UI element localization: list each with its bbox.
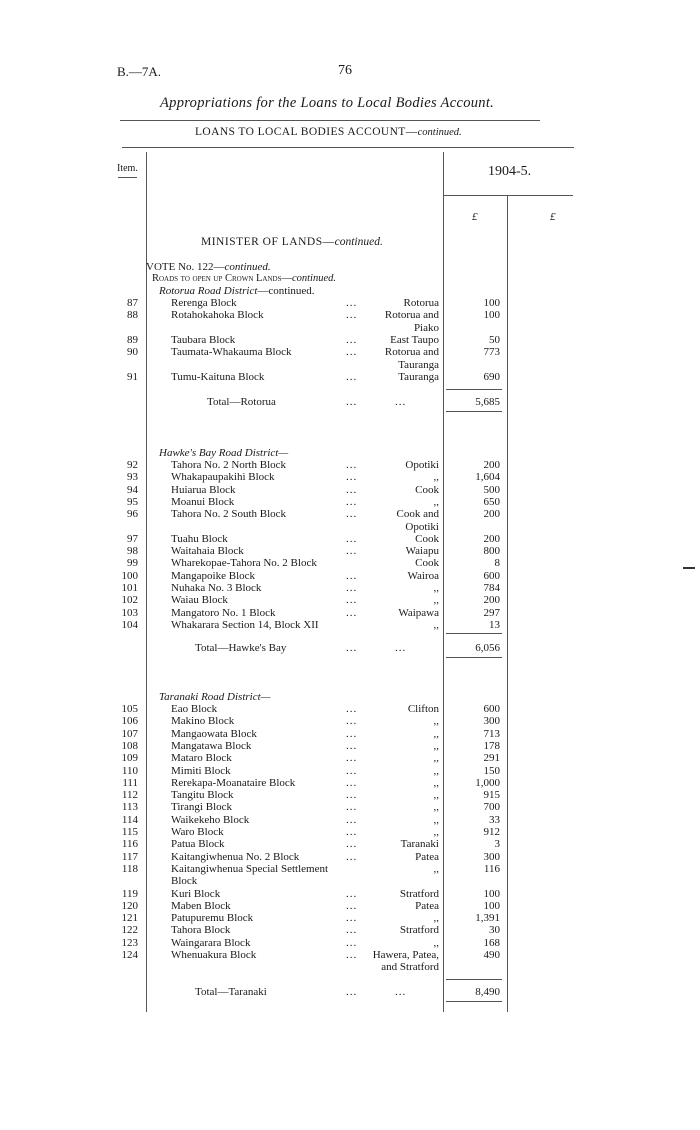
hawkes-total-leader-2: ... [395, 642, 407, 654]
item-number: 116 [121, 838, 138, 851]
item-column-header: Item. [117, 163, 138, 174]
leader-dots: ... [346, 801, 358, 814]
block-name-continued: Block [171, 875, 198, 888]
amount: 200 [483, 508, 500, 521]
amount: 690 [483, 370, 500, 383]
block-name: Moanui Block [171, 495, 235, 508]
district-name: ,, [433, 495, 439, 508]
item-number: 120 [121, 899, 138, 912]
leader-dots: ... [346, 936, 358, 949]
amount: 291 [483, 752, 500, 765]
item-number: 93 [127, 471, 138, 484]
hawkes-bay-district-heading: Hawke's Bay Road District— [159, 447, 289, 459]
item-number: 95 [127, 495, 138, 508]
item-number: 113 [121, 801, 138, 814]
vote-heading [146, 261, 271, 273]
amount: 600 [483, 569, 500, 582]
amount: 200 [483, 594, 500, 607]
item-number: 97 [127, 532, 138, 545]
block-name: Taubara Block [171, 333, 236, 346]
item-number: 105 [121, 703, 138, 715]
block-name: Patupuremu Block [171, 912, 254, 925]
amount: 100 [483, 309, 500, 322]
leader-dots: ... [346, 459, 358, 471]
block-name: Rerekapa-Moanataire Block [171, 776, 296, 789]
year-column-header: 1904-5. [488, 164, 532, 179]
pound-column-rule [507, 195, 508, 1012]
taranaki-total-label: Total—Taranaki [195, 986, 267, 998]
district-name: Wairoa [407, 569, 439, 582]
taranaki-total-leader-2: ... [395, 986, 407, 998]
amount: 1,391 [475, 912, 500, 925]
district-name: Stratford [399, 887, 439, 900]
district-name: ,, [433, 936, 439, 949]
hawkes-bay-rows [114, 459, 504, 629]
block-name: Tangitu Block [171, 789, 234, 802]
leader-dots: ... [346, 912, 358, 925]
amount: 100 [483, 297, 500, 309]
block-name: Kuri Block [171, 887, 221, 900]
item-number: 114 [121, 813, 138, 826]
district-name: Clifton [407, 703, 439, 715]
district-name: ,, [433, 789, 439, 802]
vote-continued: continued. [224, 261, 271, 273]
document-reference: B.—7A. [117, 64, 162, 79]
amount: 150 [483, 764, 500, 777]
leader-dots: ... [346, 776, 358, 789]
item-number: 110 [121, 764, 138, 777]
leader-dots: ... [346, 764, 358, 777]
block-name: Wharekopae-Tahora No. 2 Block [171, 557, 317, 570]
leader-dots: ... [346, 346, 358, 359]
leader-dots: ... [346, 739, 358, 752]
district-name: Patea [415, 850, 439, 863]
leader-dots: ... [346, 545, 358, 558]
item-number: 121 [121, 912, 138, 925]
hawkes-total-bottom-rule [446, 657, 502, 658]
leader-dots: ... [346, 483, 358, 496]
amount: 650 [483, 495, 500, 508]
pound-header-2: £ [550, 211, 556, 223]
block-name: Rerenga Block [171, 297, 237, 309]
amount: 915 [483, 789, 500, 802]
block-name: Mangatoro No. 1 Block [171, 606, 276, 619]
amount: 3 [494, 838, 500, 851]
minister-heading-text: MINISTER OF LANDS— [201, 236, 335, 248]
account-heading-text: LOANS TO LOCAL BODIES ACCOUNT— [195, 126, 418, 138]
taranaki-total-leader-1: ... [346, 986, 358, 998]
district-name: ,, [433, 826, 439, 838]
leader-dots: ... [346, 297, 358, 309]
block-name: Waingarara Block [171, 936, 251, 949]
block-name: Mimiti Block [171, 764, 231, 777]
amount: 178 [483, 739, 500, 752]
block-name: Mataro Block [171, 752, 232, 765]
leader-dots: ... [346, 789, 358, 802]
leader-dots: ... [346, 495, 358, 508]
amount: 1,604 [475, 471, 500, 484]
taranaki-district-heading: Taranaki Road District— [159, 691, 271, 703]
block-name: Tahora No. 2 North Block [171, 459, 287, 471]
district-name: Taranaki [400, 838, 439, 851]
amount: 700 [483, 801, 500, 814]
amount: 600 [483, 703, 500, 715]
rotorua-heading-text: Rotorua Road District [159, 285, 258, 297]
district-name: Stratford [399, 924, 439, 937]
block-name: Maben Block [171, 899, 231, 912]
item-number: 104 [121, 618, 138, 631]
rotorua-total-amount: 5,685 [475, 396, 500, 408]
district-name: Waiapu [405, 545, 439, 558]
pound-header-1: £ [472, 211, 478, 223]
vote-heading-text: VOTE No. 122— [146, 261, 225, 273]
block-name: Waikekeho Block [171, 813, 250, 826]
block-name: Eao Block [171, 703, 218, 715]
page-title: Appropriations for the Loans to Local Bodies Account. [160, 95, 495, 111]
rotorua-district-heading [159, 285, 315, 297]
item-number: 123 [121, 936, 138, 949]
block-name: Mangapoike Block [171, 569, 256, 582]
leader-dots: ... [346, 715, 358, 728]
district-name: Rotorua and [384, 309, 439, 322]
leader-dots: ... [346, 727, 358, 740]
leader-dots: ... [346, 899, 358, 912]
leader-dots: ... [346, 838, 358, 851]
leader-dots: ... [346, 606, 358, 619]
district-name: Cook [415, 532, 439, 545]
block-name: Tahora Block [171, 924, 231, 937]
district-name: East Taupo [390, 333, 439, 346]
item-number: 111 [122, 776, 138, 789]
account-heading [195, 126, 462, 138]
item-number: 89 [127, 333, 138, 346]
amount: 33 [489, 813, 500, 826]
item-number: 101 [121, 582, 138, 594]
taranaki-total-bottom-rule [446, 1001, 502, 1002]
block-name: Whenuakura Block [171, 949, 257, 961]
amount: 100 [483, 899, 500, 912]
leader-dots: ... [346, 582, 358, 594]
leader-dots: ... [346, 471, 358, 484]
district-name: Rotorua [403, 297, 439, 309]
block-name: Waro Block [171, 826, 224, 838]
leader-dots: ... [346, 887, 358, 900]
block-name: Makino Block [171, 715, 235, 728]
item-number: 91 [127, 370, 138, 383]
leader-dots: ... [346, 850, 358, 863]
district-name: Cook and [396, 508, 439, 521]
amount: 912 [483, 826, 500, 838]
district-name-continued: Tauranga [398, 358, 439, 371]
amount: 200 [483, 459, 500, 471]
district-name: Opotiki [405, 459, 439, 471]
district-name: ,, [433, 582, 439, 594]
hawkes-total-label: Total—Hawke's Bay [195, 642, 287, 654]
item-number: 94 [127, 483, 138, 496]
amount: 1,000 [475, 776, 500, 789]
block-name: Waiau Block [171, 594, 228, 607]
minister-heading [201, 236, 383, 248]
amount: 116 [483, 862, 500, 875]
minister-continued: continued. [334, 236, 383, 248]
amount: 800 [483, 545, 500, 558]
roads-heading [152, 273, 336, 284]
item-number: 102 [121, 594, 138, 607]
leader-dots: ... [346, 532, 358, 545]
district-name: Cook [415, 557, 439, 570]
item-number: 88 [127, 309, 138, 322]
page-number: 76 [338, 63, 352, 78]
taranaki-total-rule [446, 979, 502, 980]
item-number: 124 [121, 949, 138, 961]
leader-dots: ... [346, 949, 358, 961]
block-name: Mangaowata Block [171, 727, 257, 740]
leader-dots: ... [346, 370, 358, 383]
rotorua-rows [114, 297, 504, 387]
block-name: Mangatawa Block [171, 739, 252, 752]
amount: 13 [489, 618, 500, 631]
district-name: ,, [433, 776, 439, 789]
item-number: 115 [121, 826, 138, 838]
leader-dots: ... [346, 752, 358, 765]
leader-dots: ... [346, 594, 358, 607]
district-name: Waipawa [398, 606, 439, 619]
block-name: Huiarua Block [171, 483, 236, 496]
block-name: Taumata-Whakauma Block [171, 346, 292, 359]
item-number: 96 [127, 508, 138, 521]
rotorua-total-label: Total—Rotorua [207, 396, 276, 408]
district-name: ,, [433, 912, 439, 925]
district-name: Rotorua and [384, 346, 439, 359]
leader-dots: ... [346, 508, 358, 521]
item-number: 90 [127, 346, 138, 359]
amount: 8 [494, 557, 500, 570]
item-number: 100 [121, 569, 138, 582]
rotorua-total-leader-2: ... [395, 396, 407, 408]
account-continued: continued. [417, 127, 462, 138]
district-name: ,, [433, 813, 439, 826]
district-name: ,, [433, 801, 439, 814]
taranaki-total-amount: 8,490 [475, 986, 500, 998]
amount: 490 [483, 949, 500, 961]
amount: 773 [483, 346, 500, 359]
taranaki-rows [114, 703, 504, 975]
leader-dots: ... [346, 309, 358, 322]
district-name: ,, [433, 618, 439, 631]
item-number: 108 [121, 739, 138, 752]
hawkes-total-amount: 6,056 [475, 642, 500, 654]
item-number: 117 [121, 850, 138, 863]
amount: 713 [483, 727, 500, 740]
amount: 168 [483, 936, 500, 949]
item-number: 118 [121, 862, 138, 875]
district-name: ,, [433, 862, 439, 875]
leader-dots: ... [346, 703, 358, 715]
block-name: Whakarara Section 14, Block XII [171, 618, 319, 631]
amount: 30 [489, 924, 500, 937]
district-name: ,, [433, 739, 439, 752]
block-name: Whakapaupakihi Block [171, 471, 275, 484]
district-name-continued: Opotiki [405, 520, 439, 533]
district-name: ,, [433, 594, 439, 607]
item-number: 109 [121, 752, 138, 765]
item-number: 92 [127, 459, 138, 471]
table-top-rule [122, 147, 574, 148]
item-number: 103 [121, 606, 138, 619]
block-name: Tahora No. 2 South Block [171, 508, 287, 521]
hawkes-total-leader-1: ... [346, 642, 358, 654]
district-name: ,, [433, 752, 439, 765]
item-number: 87 [127, 297, 138, 309]
rotorua-total-leader-1: ... [346, 396, 358, 408]
amount: 200 [483, 532, 500, 545]
block-name: Patua Block [171, 838, 225, 851]
item-number: 98 [127, 545, 138, 558]
title-rule [120, 120, 540, 121]
district-name-continued: Piako [413, 321, 439, 334]
hawkes-total-rule [446, 633, 502, 634]
item-number: 107 [121, 727, 138, 740]
district-name-continued: and Stratford [381, 961, 439, 974]
amount: 784 [483, 582, 500, 594]
rotorua-total-bottom-rule [446, 411, 502, 412]
item-number: 122 [121, 924, 138, 937]
leader-dots: ... [346, 826, 358, 838]
amount: 100 [483, 887, 500, 900]
block-name: Nuhaka No. 3 Block [171, 582, 262, 594]
district-name: Patea [415, 899, 439, 912]
amount: 50 [489, 333, 500, 346]
amount: 300 [483, 850, 500, 863]
block-name: Tirangi Block [171, 801, 233, 814]
district-name: Cook [415, 483, 439, 496]
block-name: Rotahokahoka Block [171, 309, 264, 322]
amount: 297 [483, 606, 500, 619]
leader-dots: ... [346, 333, 358, 346]
rotorua-total-rule [446, 389, 502, 390]
item-number: 106 [121, 715, 138, 728]
roads-continued: continued. [291, 273, 337, 284]
item-header-underline [118, 177, 137, 178]
block-name: Kaitangiwhenua Special Settlement [171, 862, 329, 875]
district-name: Tauranga [398, 370, 439, 383]
block-name: Waitahaia Block [171, 545, 244, 558]
item-number: 112 [121, 789, 138, 802]
item-number: 119 [121, 887, 138, 900]
leader-dots: ... [346, 813, 358, 826]
block-name: Tuahu Block [171, 532, 228, 545]
district-name: ,, [433, 727, 439, 740]
rotorua-heading-suffix: —continued. [257, 285, 315, 297]
district-name: ,, [433, 471, 439, 484]
margin-mark [683, 567, 695, 569]
year-header-rule [443, 195, 573, 196]
block-name: Tumu-Kaituna Block [171, 370, 265, 383]
item-number: 99 [127, 557, 138, 570]
district-name: Hawera, Patea, [372, 949, 439, 961]
leader-dots: ... [346, 924, 358, 937]
roads-heading-text: Roads to open up Crown Lands— [152, 273, 292, 284]
block-name: Kaitangiwhenua No. 2 Block [171, 850, 300, 863]
district-name: ,, [433, 764, 439, 777]
district-name: ,, [433, 715, 439, 728]
leader-dots: ... [346, 569, 358, 582]
amount: 300 [483, 715, 500, 728]
amount: 500 [483, 483, 500, 496]
